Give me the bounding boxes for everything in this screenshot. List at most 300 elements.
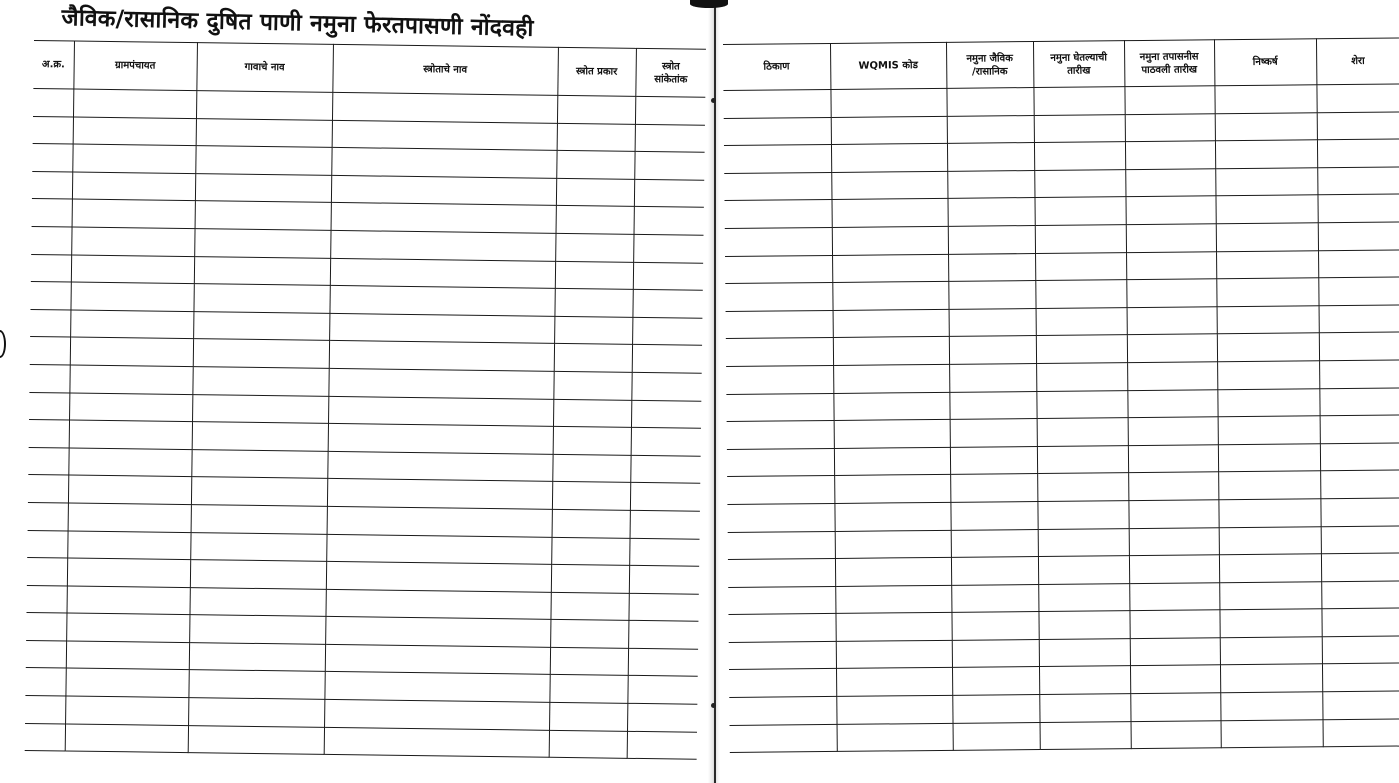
table-cell[interactable] — [65, 668, 188, 697]
table-cell[interactable] — [833, 364, 949, 393]
table-cell[interactable] — [952, 639, 1039, 667]
table-cell[interactable] — [1218, 416, 1320, 445]
table-cell[interactable] — [553, 426, 631, 455]
table-cell[interactable] — [627, 676, 697, 705]
table-cell[interactable] — [627, 703, 697, 732]
table-cell[interactable] — [947, 115, 1034, 143]
table-cell[interactable] — [729, 669, 836, 698]
table-cell[interactable] — [188, 698, 324, 727]
table-cell[interactable] — [1217, 361, 1319, 390]
table-cell[interactable] — [836, 668, 952, 697]
table-cell[interactable] — [324, 699, 549, 730]
table-cell[interactable] — [832, 199, 948, 228]
table-cell[interactable] — [71, 227, 194, 256]
table-cell[interactable] — [28, 475, 68, 503]
table-cell[interactable] — [633, 262, 703, 291]
table-cell[interactable] — [1319, 332, 1399, 360]
table-cell[interactable] — [1127, 362, 1217, 390]
table-cell[interactable] — [725, 283, 832, 312]
table-cell[interactable] — [196, 91, 332, 120]
table-cell[interactable] — [632, 345, 702, 374]
table-cell[interactable] — [1322, 691, 1399, 719]
table-cell[interactable] — [730, 724, 837, 753]
table-cell[interactable] — [1319, 360, 1399, 388]
table-cell[interactable] — [1320, 498, 1399, 526]
table-cell[interactable] — [1033, 87, 1124, 115]
table-cell[interactable] — [1040, 721, 1131, 749]
table-cell[interactable] — [325, 617, 550, 648]
table-cell[interactable] — [728, 531, 835, 560]
table-cell[interactable] — [332, 92, 557, 123]
table-cell[interactable] — [723, 89, 830, 118]
table-cell[interactable] — [556, 151, 634, 180]
table-cell[interactable] — [68, 503, 191, 532]
table-cell[interactable] — [724, 145, 831, 174]
table-cell[interactable] — [327, 506, 552, 537]
table-cell[interactable] — [1221, 719, 1323, 748]
table-cell[interactable] — [71, 255, 194, 284]
table-cell[interactable] — [72, 199, 195, 228]
table-cell[interactable] — [837, 723, 953, 752]
table-cell[interactable] — [73, 117, 196, 146]
table-cell[interactable] — [1037, 418, 1128, 446]
table-cell[interactable] — [328, 396, 553, 427]
table-cell[interactable] — [33, 116, 73, 144]
table-cell[interactable] — [1318, 250, 1399, 278]
table-cell[interactable] — [554, 316, 632, 345]
table-cell[interactable] — [1125, 113, 1215, 141]
table-cell[interactable] — [557, 95, 635, 124]
table-cell[interactable] — [70, 337, 193, 366]
table-cell[interactable] — [554, 288, 632, 317]
table-cell[interactable] — [1217, 388, 1319, 417]
table-cell[interactable] — [194, 229, 330, 258]
table-cell[interactable] — [191, 505, 327, 534]
table-cell[interactable] — [1322, 636, 1399, 664]
table-cell[interactable] — [1127, 334, 1217, 362]
table-cell[interactable] — [727, 448, 834, 477]
table-cell[interactable] — [331, 175, 556, 206]
table-cell[interactable] — [1036, 335, 1127, 363]
table-cell[interactable] — [1038, 611, 1129, 639]
table-cell[interactable] — [1220, 664, 1322, 693]
table-cell[interactable] — [551, 537, 629, 566]
table-cell[interactable] — [193, 311, 329, 340]
table-cell[interactable] — [69, 420, 192, 449]
table-cell[interactable] — [948, 225, 1035, 253]
table-cell[interactable] — [1129, 610, 1219, 638]
table-cell[interactable] — [27, 530, 67, 558]
table-cell[interactable] — [1128, 417, 1218, 445]
table-cell[interactable] — [66, 613, 189, 642]
table-cell[interactable] — [68, 448, 191, 477]
table-cell[interactable] — [1127, 307, 1217, 335]
table-cell[interactable] — [1321, 525, 1399, 553]
table-cell[interactable] — [554, 344, 632, 373]
table-cell[interactable] — [836, 640, 952, 669]
table-cell[interactable] — [1216, 250, 1318, 279]
table-cell[interactable] — [1216, 278, 1318, 307]
table-cell[interactable] — [1319, 388, 1399, 416]
table-cell[interactable] — [1215, 140, 1317, 169]
table-cell[interactable] — [727, 421, 834, 450]
table-cell[interactable] — [724, 117, 831, 146]
table-cell[interactable] — [631, 372, 701, 401]
table-cell[interactable] — [1038, 583, 1129, 611]
table-cell[interactable] — [1125, 196, 1215, 224]
table-cell[interactable] — [833, 309, 949, 338]
table-cell[interactable] — [729, 697, 836, 726]
table-cell[interactable] — [32, 171, 72, 199]
table-cell[interactable] — [72, 172, 195, 201]
table-cell[interactable] — [27, 585, 67, 613]
table-cell[interactable] — [69, 393, 192, 422]
table-cell[interactable] — [1038, 528, 1129, 556]
table-cell[interactable] — [331, 148, 556, 179]
table-cell[interactable] — [634, 152, 704, 181]
table-cell[interactable] — [946, 88, 1033, 116]
table-cell[interactable] — [191, 449, 327, 478]
table-cell[interactable] — [727, 476, 834, 505]
table-cell[interactable] — [324, 672, 549, 703]
table-cell[interactable] — [947, 170, 1034, 198]
table-cell[interactable] — [835, 557, 951, 586]
table-cell[interactable] — [725, 255, 832, 284]
table-cell[interactable] — [332, 120, 557, 151]
table-cell[interactable] — [1130, 693, 1220, 721]
table-cell[interactable] — [1128, 444, 1218, 472]
table-cell[interactable] — [1321, 581, 1399, 609]
table-cell[interactable] — [725, 227, 832, 256]
table-cell[interactable] — [188, 670, 324, 699]
table-cell[interactable] — [952, 695, 1039, 723]
table-cell[interactable] — [728, 559, 835, 588]
table-cell[interactable] — [1124, 86, 1214, 114]
table-cell[interactable] — [325, 644, 550, 675]
table-cell[interactable] — [1320, 470, 1399, 498]
table-cell[interactable] — [331, 203, 556, 234]
table-cell[interactable] — [66, 641, 189, 670]
table-cell[interactable] — [329, 286, 554, 317]
table-cell[interactable] — [189, 642, 325, 671]
table-cell[interactable] — [1034, 142, 1125, 170]
table-cell[interactable] — [29, 364, 69, 392]
table-cell[interactable] — [948, 253, 1035, 281]
table-cell[interactable] — [1129, 527, 1219, 555]
table-cell[interactable] — [834, 475, 950, 504]
table-cell[interactable] — [633, 234, 703, 263]
table-cell[interactable] — [25, 696, 65, 724]
table-cell[interactable] — [32, 144, 72, 172]
table-cell[interactable] — [195, 173, 331, 202]
table-cell[interactable] — [831, 171, 947, 200]
table-cell[interactable] — [25, 668, 65, 696]
table-cell[interactable] — [1035, 225, 1126, 253]
table-cell[interactable] — [1034, 197, 1125, 225]
table-cell[interactable] — [629, 565, 699, 594]
table-cell[interactable] — [835, 613, 951, 642]
table-cell[interactable] — [1034, 169, 1125, 197]
table-cell[interactable] — [833, 337, 949, 366]
table-cell[interactable] — [726, 310, 833, 339]
table-cell[interactable] — [67, 530, 190, 559]
table-cell[interactable] — [1322, 663, 1399, 691]
table-cell[interactable] — [949, 308, 1036, 336]
table-cell[interactable] — [550, 620, 628, 649]
table-cell[interactable] — [30, 282, 70, 310]
table-cell[interactable] — [1219, 609, 1321, 638]
table-cell[interactable] — [627, 731, 697, 760]
table-cell[interactable] — [951, 529, 1038, 557]
table-cell[interactable] — [1321, 553, 1399, 581]
table-cell[interactable] — [1220, 637, 1322, 666]
table-cell[interactable] — [951, 612, 1038, 640]
table-cell[interactable] — [1218, 499, 1320, 528]
table-cell[interactable] — [192, 422, 328, 451]
table-cell[interactable] — [1317, 167, 1399, 195]
table-cell[interactable] — [1218, 471, 1320, 500]
table-cell[interactable] — [1323, 719, 1399, 747]
table-cell[interactable] — [188, 725, 324, 754]
table-cell[interactable] — [832, 226, 948, 255]
table-cell[interactable] — [632, 290, 702, 319]
table-cell[interactable] — [1130, 665, 1220, 693]
table-cell[interactable] — [1131, 720, 1221, 748]
table-cell[interactable] — [65, 696, 188, 725]
table-cell[interactable] — [635, 96, 705, 125]
table-cell[interactable] — [728, 614, 835, 643]
table-cell[interactable] — [949, 391, 1036, 419]
table-cell[interactable] — [70, 282, 193, 311]
table-cell[interactable] — [73, 89, 196, 118]
table-cell[interactable] — [952, 667, 1039, 695]
table-cell[interactable] — [1037, 445, 1128, 473]
table-cell[interactable] — [329, 341, 554, 372]
table-cell[interactable] — [1217, 333, 1319, 362]
table-cell[interactable] — [831, 116, 947, 145]
table-cell[interactable] — [1129, 555, 1219, 583]
table-cell[interactable] — [549, 730, 627, 759]
table-cell[interactable] — [555, 233, 633, 262]
table-cell[interactable] — [1036, 390, 1127, 418]
table-cell[interactable] — [630, 483, 700, 512]
table-cell[interactable] — [194, 256, 330, 285]
table-cell[interactable] — [1129, 582, 1219, 610]
table-cell[interactable] — [1319, 305, 1399, 333]
table-cell[interactable] — [192, 367, 328, 396]
table-cell[interactable] — [192, 394, 328, 423]
table-cell[interactable] — [1215, 168, 1317, 197]
table-cell[interactable] — [193, 339, 329, 368]
table-cell[interactable] — [832, 282, 948, 311]
table-cell[interactable] — [550, 647, 628, 676]
table-cell[interactable] — [950, 446, 1037, 474]
table-cell[interactable] — [552, 454, 630, 483]
table-cell[interactable] — [195, 201, 331, 230]
table-cell[interactable] — [629, 538, 699, 567]
table-cell[interactable] — [634, 207, 704, 236]
table-cell[interactable] — [1214, 85, 1316, 114]
table-cell[interactable] — [835, 530, 951, 559]
table-cell[interactable] — [953, 722, 1040, 750]
table-cell[interactable] — [195, 146, 331, 175]
table-cell[interactable] — [1034, 114, 1125, 142]
table-cell[interactable] — [189, 587, 325, 616]
table-cell[interactable] — [1217, 306, 1319, 335]
table-cell[interactable] — [1128, 500, 1218, 528]
table-cell[interactable] — [834, 419, 950, 448]
table-cell[interactable] — [33, 88, 73, 116]
table-cell[interactable] — [330, 230, 555, 261]
table-cell[interactable] — [70, 310, 193, 339]
table-cell[interactable] — [553, 399, 631, 428]
table-cell[interactable] — [325, 589, 550, 620]
table-cell[interactable] — [1036, 307, 1127, 335]
table-cell[interactable] — [72, 144, 195, 173]
table-cell[interactable] — [949, 336, 1036, 364]
table-cell[interactable] — [69, 365, 192, 394]
table-cell[interactable] — [1321, 608, 1399, 636]
table-cell[interactable] — [25, 723, 65, 751]
table-cell[interactable] — [556, 178, 634, 207]
table-cell[interactable] — [1219, 581, 1321, 610]
table-cell[interactable] — [549, 702, 627, 731]
table-cell[interactable] — [834, 502, 950, 531]
table-cell[interactable] — [831, 144, 947, 173]
table-cell[interactable] — [553, 371, 631, 400]
table-cell[interactable] — [1220, 692, 1322, 721]
table-cell[interactable] — [628, 593, 698, 622]
table-cell[interactable] — [190, 532, 326, 561]
table-cell[interactable] — [26, 640, 66, 668]
table-cell[interactable] — [1037, 501, 1128, 529]
table-cell[interactable] — [947, 143, 1034, 171]
table-cell[interactable] — [191, 477, 327, 506]
table-cell[interactable] — [724, 172, 831, 201]
table-cell[interactable] — [1039, 694, 1130, 722]
table-cell[interactable] — [327, 479, 552, 510]
table-cell[interactable] — [68, 475, 191, 504]
table-cell[interactable] — [28, 502, 68, 530]
table-cell[interactable] — [326, 534, 551, 565]
table-cell[interactable] — [27, 558, 67, 586]
table-cell[interactable] — [1039, 666, 1130, 694]
table-cell[interactable] — [836, 695, 952, 724]
table-cell[interactable] — [726, 338, 833, 367]
table-cell[interactable] — [551, 564, 629, 593]
table-cell[interactable] — [635, 124, 705, 153]
table-cell[interactable] — [193, 284, 329, 313]
table-cell[interactable] — [834, 447, 950, 476]
table-cell[interactable] — [950, 474, 1037, 502]
table-cell[interactable] — [29, 392, 69, 420]
table-cell[interactable] — [830, 88, 946, 117]
table-cell[interactable] — [1128, 472, 1218, 500]
table-cell[interactable] — [950, 501, 1037, 529]
table-cell[interactable] — [556, 206, 634, 235]
table-cell[interactable] — [30, 337, 70, 365]
table-cell[interactable] — [632, 317, 702, 346]
table-cell[interactable] — [29, 420, 69, 448]
table-cell[interactable] — [28, 447, 68, 475]
table-cell[interactable] — [1316, 84, 1399, 112]
table-cell[interactable] — [634, 179, 704, 208]
table-cell[interactable] — [1219, 526, 1321, 555]
table-cell[interactable] — [328, 424, 553, 455]
table-cell[interactable] — [32, 199, 72, 227]
table-cell[interactable] — [947, 198, 1034, 226]
table-cell[interactable] — [1218, 444, 1320, 473]
table-cell[interactable] — [31, 226, 71, 254]
table-cell[interactable] — [1216, 223, 1318, 252]
table-cell[interactable] — [949, 363, 1036, 391]
table-cell[interactable] — [948, 281, 1035, 309]
table-cell[interactable] — [190, 560, 326, 589]
table-cell[interactable] — [30, 309, 70, 337]
table-cell[interactable] — [189, 615, 325, 644]
table-cell[interactable] — [552, 482, 630, 511]
table-cell[interactable] — [1038, 556, 1129, 584]
table-cell[interactable] — [1125, 169, 1215, 197]
table-cell[interactable] — [727, 503, 834, 532]
table-cell[interactable] — [1035, 280, 1126, 308]
table-cell[interactable] — [557, 123, 635, 152]
table-cell[interactable] — [555, 261, 633, 290]
table-cell[interactable] — [951, 584, 1038, 612]
table-cell[interactable] — [1215, 112, 1317, 141]
table-cell[interactable] — [328, 368, 553, 399]
table-cell[interactable] — [725, 200, 832, 229]
table-cell[interactable] — [726, 393, 833, 422]
table-cell[interactable] — [324, 727, 549, 758]
table-cell[interactable] — [628, 621, 698, 650]
table-cell[interactable] — [630, 510, 700, 539]
table-cell[interactable] — [631, 427, 701, 456]
table-cell[interactable] — [1215, 195, 1317, 224]
table-cell[interactable] — [832, 254, 948, 283]
table-cell[interactable] — [1317, 194, 1399, 222]
table-cell[interactable] — [1125, 141, 1215, 169]
table-cell[interactable] — [1037, 473, 1128, 501]
table-cell[interactable] — [628, 648, 698, 677]
table-cell[interactable] — [65, 724, 188, 753]
table-cell[interactable] — [1317, 112, 1399, 140]
table-cell[interactable] — [726, 365, 833, 394]
table-cell[interactable] — [326, 561, 551, 592]
table-cell[interactable] — [549, 675, 627, 704]
table-cell[interactable] — [1127, 389, 1217, 417]
table-cell[interactable] — [1126, 224, 1216, 252]
table-cell[interactable] — [1318, 277, 1399, 305]
table-cell[interactable] — [630, 455, 700, 484]
table-cell[interactable] — [1036, 363, 1127, 391]
table-cell[interactable] — [329, 313, 554, 344]
table-cell[interactable] — [951, 557, 1038, 585]
table-cell[interactable] — [552, 509, 630, 538]
table-cell[interactable] — [1320, 415, 1399, 443]
table-cell[interactable] — [1219, 554, 1321, 583]
table-cell[interactable] — [1126, 279, 1216, 307]
table-cell[interactable] — [631, 400, 701, 429]
table-cell[interactable] — [1126, 251, 1216, 279]
table-cell[interactable] — [550, 592, 628, 621]
table-cell[interactable] — [1130, 638, 1220, 666]
table-cell[interactable] — [728, 586, 835, 615]
table-cell[interactable] — [1317, 139, 1399, 167]
table-cell[interactable] — [330, 258, 555, 289]
table-cell[interactable] — [1318, 222, 1399, 250]
table-cell[interactable] — [1035, 252, 1126, 280]
